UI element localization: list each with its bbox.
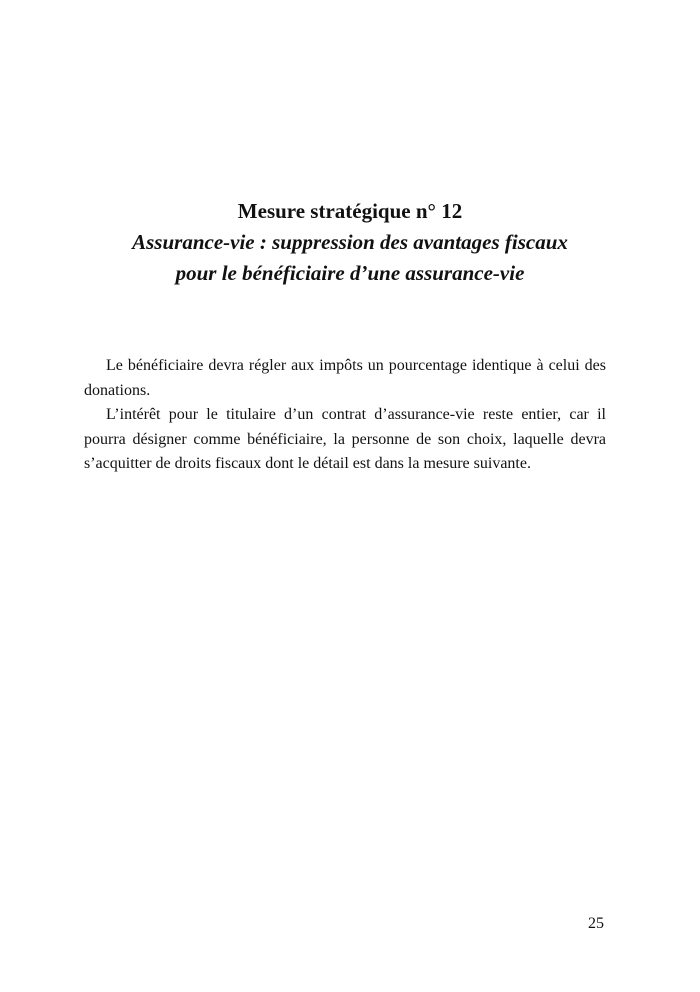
- page-number: 25: [588, 915, 604, 932]
- measure-subtitle-line-1: Assurance-vie : suppression des avantages fiscaux: [132, 230, 568, 254]
- paragraph-2: L’intérêt pour le titulaire d’un contrat d’assurance-vie reste entier, car il pourra désigner comme bénéficiaire, la personne de son choix, laquelle devra s’acquitter de droits fiscaux dont le détail est dans la mesure suivante.: [84, 406, 606, 472]
- section-heading: [80, 196, 620, 289]
- body-text: [84, 354, 606, 477]
- measure-title: Mesure stratégique n° 12: [237, 199, 463, 223]
- measure-subtitle-line-2: pour le bénéficiaire d’une assurance-vie: [175, 261, 525, 285]
- paragraph-1: Le bénéficiaire devra régler aux impôts un pourcentage identique à celui des donations.: [84, 357, 606, 399]
